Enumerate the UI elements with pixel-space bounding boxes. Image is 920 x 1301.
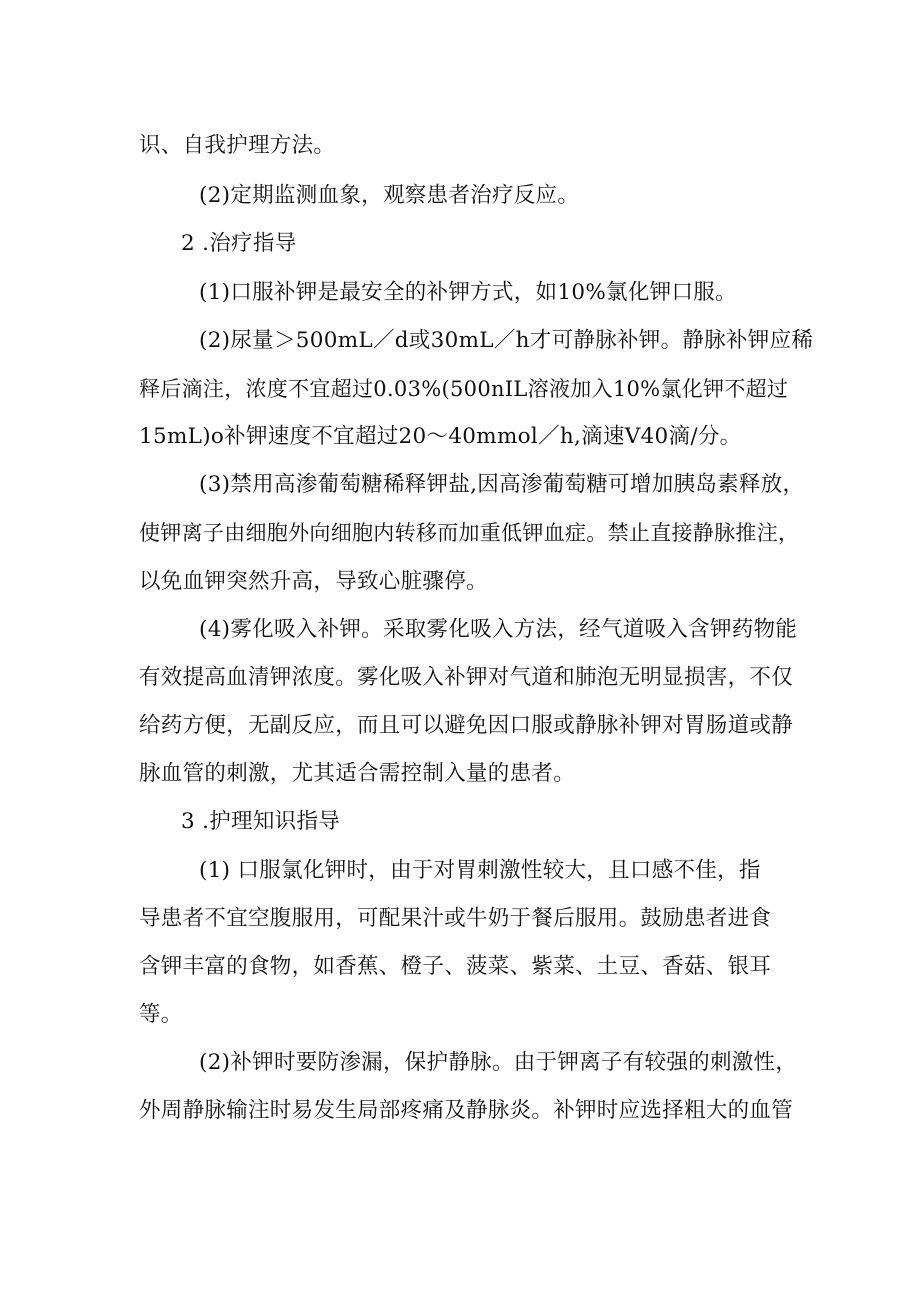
text-line: 给药方便，无副反应，而且可以避免因口服或静脉补钾对胃肠道或静 [139, 713, 794, 738]
text-line: 脉血管的刺激，尤其适合需控制入量的患者。 [139, 761, 576, 786]
text-line: (1)口服补钾是最安全的补钾方式，如10%氯化钾口服。 [199, 280, 737, 305]
section-heading: 2 .治疗指导 [181, 231, 297, 256]
text-line: (3)禁用高渗葡萄糖稀释钾盐,因高渗葡萄糖可增加胰岛素释放， [199, 472, 805, 497]
section-heading: 3 .护理知识指导 [181, 809, 341, 834]
text-line: 识、自我护理方法。 [139, 133, 336, 158]
text-line: 释后滴注，浓度不宜超过0.03%(500nIL溶液加入10%氯化钾不超过 [139, 377, 789, 401]
text-line: 导患者不宜空腹服用，可配果汁或牛奶于餐后服用。鼓励患者进食 [139, 906, 772, 931]
text-line: (4)雾化吸入补钾。采取雾化吸入方法，经气道吸入含钾药物能 [199, 617, 798, 642]
text-line: (2)补钾时要防渗漏，保护静脉。由于钾离子有较强的刺激性， [199, 1050, 798, 1075]
text-line: 使钾离子由细胞外向细胞内转移而加重低钾血症。禁止直接静脉推注， [139, 521, 800, 545]
text-line: 等。 [139, 1002, 183, 1027]
text-line: 外周静脉输注时易发生局部疼痛及静脉炎。补钾时应选择粗大的血管 [139, 1098, 794, 1123]
text-line: 15mL)o补钾速度不宜超过20～40mmol／h,滴速V40滴/分。 [139, 424, 742, 449]
text-line: 含钾丰富的食物，如香蕉、橙子、菠菜、紫菜、土豆、香菇、银耳 [139, 954, 772, 979]
text-line: 以免血钾突然升高，导致心脏骤停。 [139, 569, 488, 594]
text-line: (2)尿量＞500mL／d或30mL／h才可静脉补钾。静脉补钾应稀 [199, 328, 814, 353]
text-line: 有效提高血清钾浓度。雾化吸入补钾对气道和肺泡无明显损害，不仅 [139, 665, 794, 690]
text-line: (1) 口服氯化钾时，由于对胃刺激性较大，且口感不佳，指 [199, 858, 761, 883]
text-line: (2)定期监测血象，观察患者治疗反应。 [199, 183, 580, 208]
